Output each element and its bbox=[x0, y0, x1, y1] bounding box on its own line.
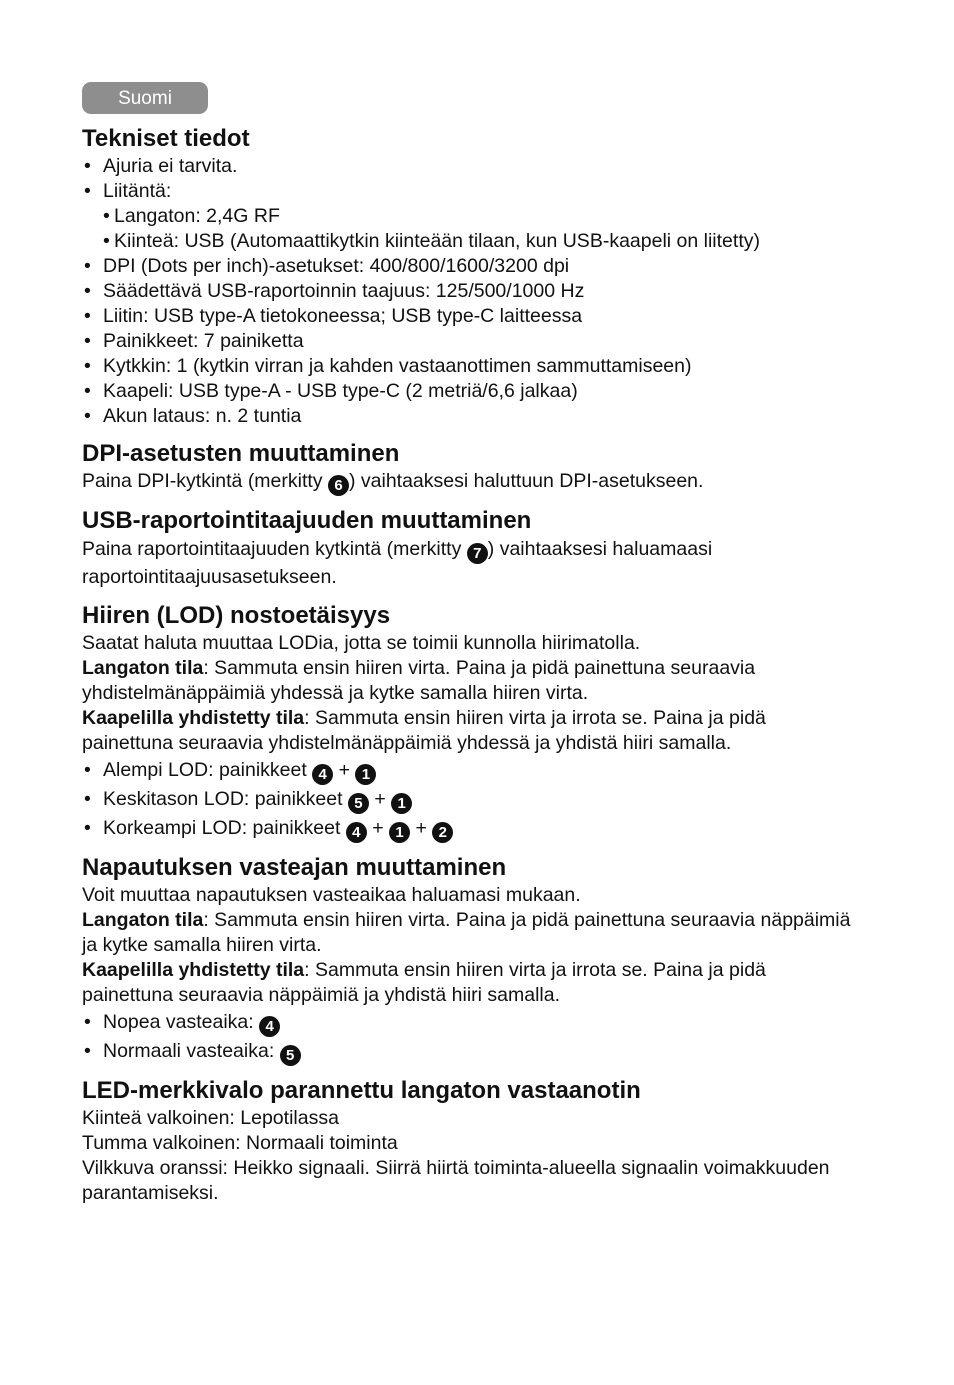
spec-item: • Ajuria ei tarvita. bbox=[82, 154, 862, 179]
tap-wired-label: Kaapelilla yhdistetty tila bbox=[82, 959, 305, 981]
button-number-badge: 4 bbox=[259, 1016, 280, 1037]
spec-item: • Säädettävä USB-raportoinnin taajuus: 125/500/1000 Hz bbox=[82, 279, 862, 304]
button-number-badge: 5 bbox=[348, 793, 369, 814]
tap-wired-paragraph bbox=[82, 958, 862, 1008]
usb-paragraph bbox=[82, 536, 862, 591]
tap-wired-text: : Sammuta ensin hiiren virta ja irrota se. Paina ja pidä painettuna seuraavia näppäimiä ja yhdistä hiiri samalla. bbox=[82, 959, 766, 1006]
tap-item-fast bbox=[82, 1008, 862, 1037]
button-number-badge: 4 bbox=[312, 764, 333, 785]
lod-heading: Hiiren (LOD) nostoetäisyys bbox=[82, 602, 391, 629]
led-line: Vilkkuva oranssi: Heikko signaali. Siirrä hiirtä toiminta-alueella signaalin voimakkuuden parantamiseksi. bbox=[82, 1157, 830, 1204]
lod-intro: Saatat haluta muuttaa LODia, jotta se toimii kunnolla hiirimatolla. bbox=[82, 632, 641, 654]
lod-wired-label: Kaapelilla yhdistetty tila bbox=[82, 707, 305, 729]
spec-item: • Akun lataus: n. 2 tuntia bbox=[82, 404, 862, 429]
usb-text-before: Paina raportointitaajuuden kytkintä (merkitty bbox=[82, 538, 467, 560]
spec-item: • Kaapeli: USB type-A - USB type-C (2 metriä/6,6 jalkaa) bbox=[82, 379, 862, 404]
spec-item: • Liitäntä: bbox=[82, 179, 862, 204]
button-number-badge: 4 bbox=[346, 822, 367, 843]
lod-wireless-paragraph bbox=[82, 656, 862, 706]
dpi-paragraph bbox=[82, 469, 862, 496]
lod-low-label: Alempi LOD: painikkeet bbox=[103, 759, 313, 781]
spec-item: • Kytkkin: 1 (kytkin virran ja kahden vastaanottimen sammuttamiseen) bbox=[82, 354, 862, 379]
tap-list bbox=[82, 1008, 862, 1066]
tap-heading: Napautuksen vasteajan muuttaminen bbox=[82, 854, 507, 881]
specs-list bbox=[82, 154, 862, 204]
plus-sign: + bbox=[374, 788, 386, 810]
spec-subitem: • Langaton: 2,4G RF bbox=[82, 204, 862, 229]
button-number-badge: 5 bbox=[280, 1045, 301, 1066]
spec-subitem: • Kiinteä: USB (Automaattikytkin kiinteään tilaan, kun USB-kaapeli on liitetty) bbox=[82, 229, 862, 254]
tap-fast-label: Nopea vasteaika: bbox=[103, 1011, 260, 1033]
specs-heading: Tekniset tiedot bbox=[82, 125, 250, 152]
manual-page bbox=[82, 82, 862, 1206]
dpi-text-after: ) vaihtaaksesi haluttuun DPI-asetukseen. bbox=[348, 470, 704, 492]
button-number-badge: 2 bbox=[432, 822, 453, 843]
usb-text-after: ) vaihtaaksesi haluamaasi raportointitaajuusasetukseen. bbox=[82, 538, 713, 588]
plus-sign: + bbox=[372, 817, 384, 839]
tap-intro: Voit muuttaa napautuksen vasteaikaa haluamasi mukaan. bbox=[82, 884, 581, 906]
dpi-heading: DPI-asetusten muuttaminen bbox=[82, 440, 400, 467]
tap-normal-label: Normaali vasteaika: bbox=[103, 1040, 280, 1062]
tap-wireless-label: Langaton tila bbox=[82, 909, 204, 931]
lod-item-high bbox=[82, 814, 862, 843]
button-number-badge: 1 bbox=[391, 793, 412, 814]
lod-item-mid bbox=[82, 785, 862, 814]
button-number-badge: 6 bbox=[328, 475, 349, 496]
spec-item: • Liitin: USB type-A tietokoneessa; USB type-C laitteessa bbox=[82, 304, 862, 329]
lod-list bbox=[82, 756, 862, 843]
specs-sublist bbox=[82, 204, 862, 254]
button-number-badge: 1 bbox=[355, 764, 376, 785]
button-number-badge: 1 bbox=[389, 822, 410, 843]
language-tag: Suomi bbox=[82, 82, 208, 114]
plus-sign: + bbox=[415, 817, 427, 839]
led-line: Tumma valkoinen: Normaali toiminta bbox=[82, 1132, 398, 1154]
dpi-text-before: Paina DPI-kytkintä (merkitty bbox=[82, 470, 328, 492]
plus-sign: + bbox=[338, 759, 350, 781]
spec-item: • Painikkeet: 7 painiketta bbox=[82, 329, 862, 354]
lod-mid-label: Keskitason LOD: painikkeet bbox=[103, 788, 348, 810]
specs-list-continued bbox=[82, 254, 862, 429]
tap-item-normal bbox=[82, 1037, 862, 1066]
lod-wired-paragraph bbox=[82, 706, 862, 756]
usb-heading: USB-raportointitaajuuden muuttaminen bbox=[82, 507, 532, 534]
lod-item-low bbox=[82, 756, 862, 785]
lod-wireless-text: : Sammuta ensin hiiren virta. Paina ja pidä painettuna seuraavia yhdistelmänäppäimiä yhdessä ja kytke samalla hiiren virta. bbox=[82, 657, 756, 704]
tap-wireless-text: : Sammuta ensin hiiren virta. Paina ja pidä painettuna seuraavia näppäimiä ja kytke samalla hiiren virta. bbox=[82, 909, 851, 956]
lod-high-label: Korkeampi LOD: painikkeet bbox=[103, 817, 346, 839]
button-number-badge: 7 bbox=[467, 543, 488, 564]
led-line: Kiinteä valkoinen: Lepotilassa bbox=[82, 1107, 339, 1129]
spec-item: • DPI (Dots per inch)-asetukset: 400/800/1600/3200 dpi bbox=[82, 254, 862, 279]
lod-wireless-label: Langaton tila bbox=[82, 657, 204, 679]
lod-wired-text: : Sammuta ensin hiiren virta ja irrota se. Paina ja pidä painettuna seuraavia yhdistelmänäppäimiä yhdessä ja yhdistä hiiri samalla. bbox=[82, 707, 766, 754]
tap-wireless-paragraph bbox=[82, 908, 862, 958]
led-heading: LED-merkkivalo parannettu langaton vastaanotin bbox=[82, 1077, 641, 1104]
